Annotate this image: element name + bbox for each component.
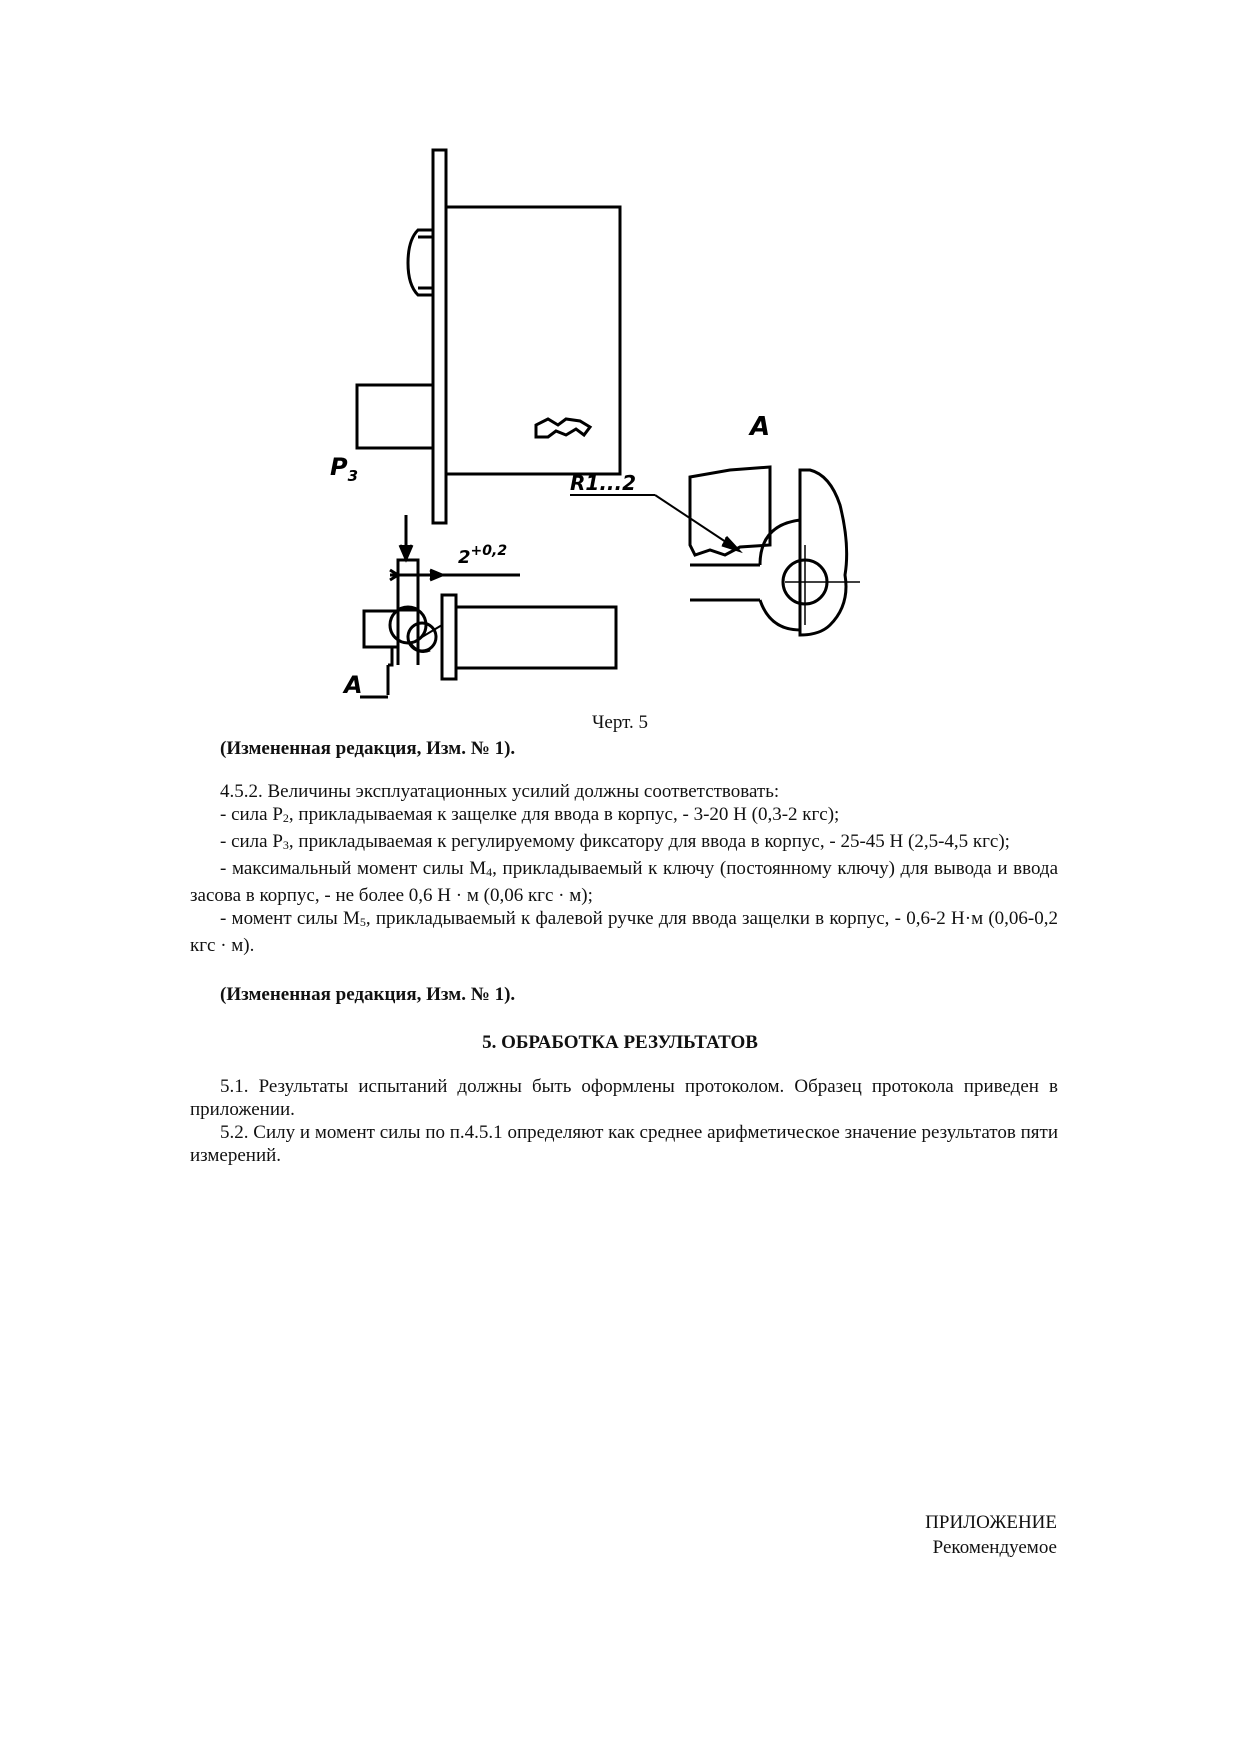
item-moment-m5: - момент силы $М_5$, прикладываемый к фалевой ручке для ввода защелки в корпус, - 0,6-2 Н·м (0,06-0,2 кгс · м). (190, 908, 1058, 956)
p3-label: $P_3$ (330, 453, 359, 485)
section-a-label-left: A (344, 671, 363, 699)
lock-technical-drawing (330, 145, 950, 715)
item-moment-m4: - максимальный момент силы $М_4$, прикладываемый к ключу (постоянному ключу) для вывода и ввода засова в корпус, - не более 0,6 Н · м (0,06 кгс · м); (190, 858, 1058, 906)
amendment-note-1 (190, 737, 1058, 760)
handle-rod (456, 607, 616, 668)
bolt (357, 385, 433, 448)
appendix-header (925, 1510, 1057, 1560)
section-5-heading: 5. ОБРАБОТКА РЕЗУЛЬТАТОВ (482, 1032, 758, 1053)
faceplate (433, 150, 446, 523)
latch-knob (408, 230, 433, 295)
detail-a-label: A (750, 412, 771, 442)
section-5-body (190, 1075, 1058, 1167)
item-force-p3: - сила $Р_3$, прикладываемая к регулируемому фиксатору для ввода в корпус, - 25-45 Н (2,5-4,5 кгс); (220, 831, 1010, 852)
paragraph-5-2: 5.2. Силу и момент силы по п.4.5.1 определяют как среднее арифметическое значение результатов пяти измерений. (190, 1122, 1058, 1166)
amendment-note-2 (190, 983, 1058, 1006)
item-force-p2: - сила $Р_2$, прикладываемая к защелке для ввода в корпус, - 3-20 Н (0,3-2 кгс); (220, 804, 840, 825)
appendix-title: ПРИЛОЖЕНИЕ (925, 1512, 1057, 1533)
section-4-5-2 (190, 780, 1058, 957)
paragraph-5-1: 5.1. Результаты испытаний должны быть оформлены протоколом. Образец протокола приведен в приложении. (190, 1076, 1058, 1120)
section-4-5-2-intro: 4.5.2. Величины эксплуатационных усилий должны соответствовать: (220, 781, 780, 802)
radius-label: R1...2 (570, 471, 637, 495)
keyhole (536, 419, 590, 437)
appendix-subtitle: Рекомендуемое (932, 1537, 1057, 1558)
amendment-note-1-text: (Измененная редакция, Изм. № 1). (220, 738, 516, 759)
figure-caption: Черт. 5 (592, 712, 648, 733)
lock-body (446, 207, 620, 474)
detail-a-wheel (760, 520, 800, 630)
faceplate-section (442, 595, 456, 679)
dimension-label: $2^{+0,2}$ (458, 543, 508, 568)
amendment-note-2-text: (Измененная редакция, Изм. № 1). (220, 984, 516, 1005)
